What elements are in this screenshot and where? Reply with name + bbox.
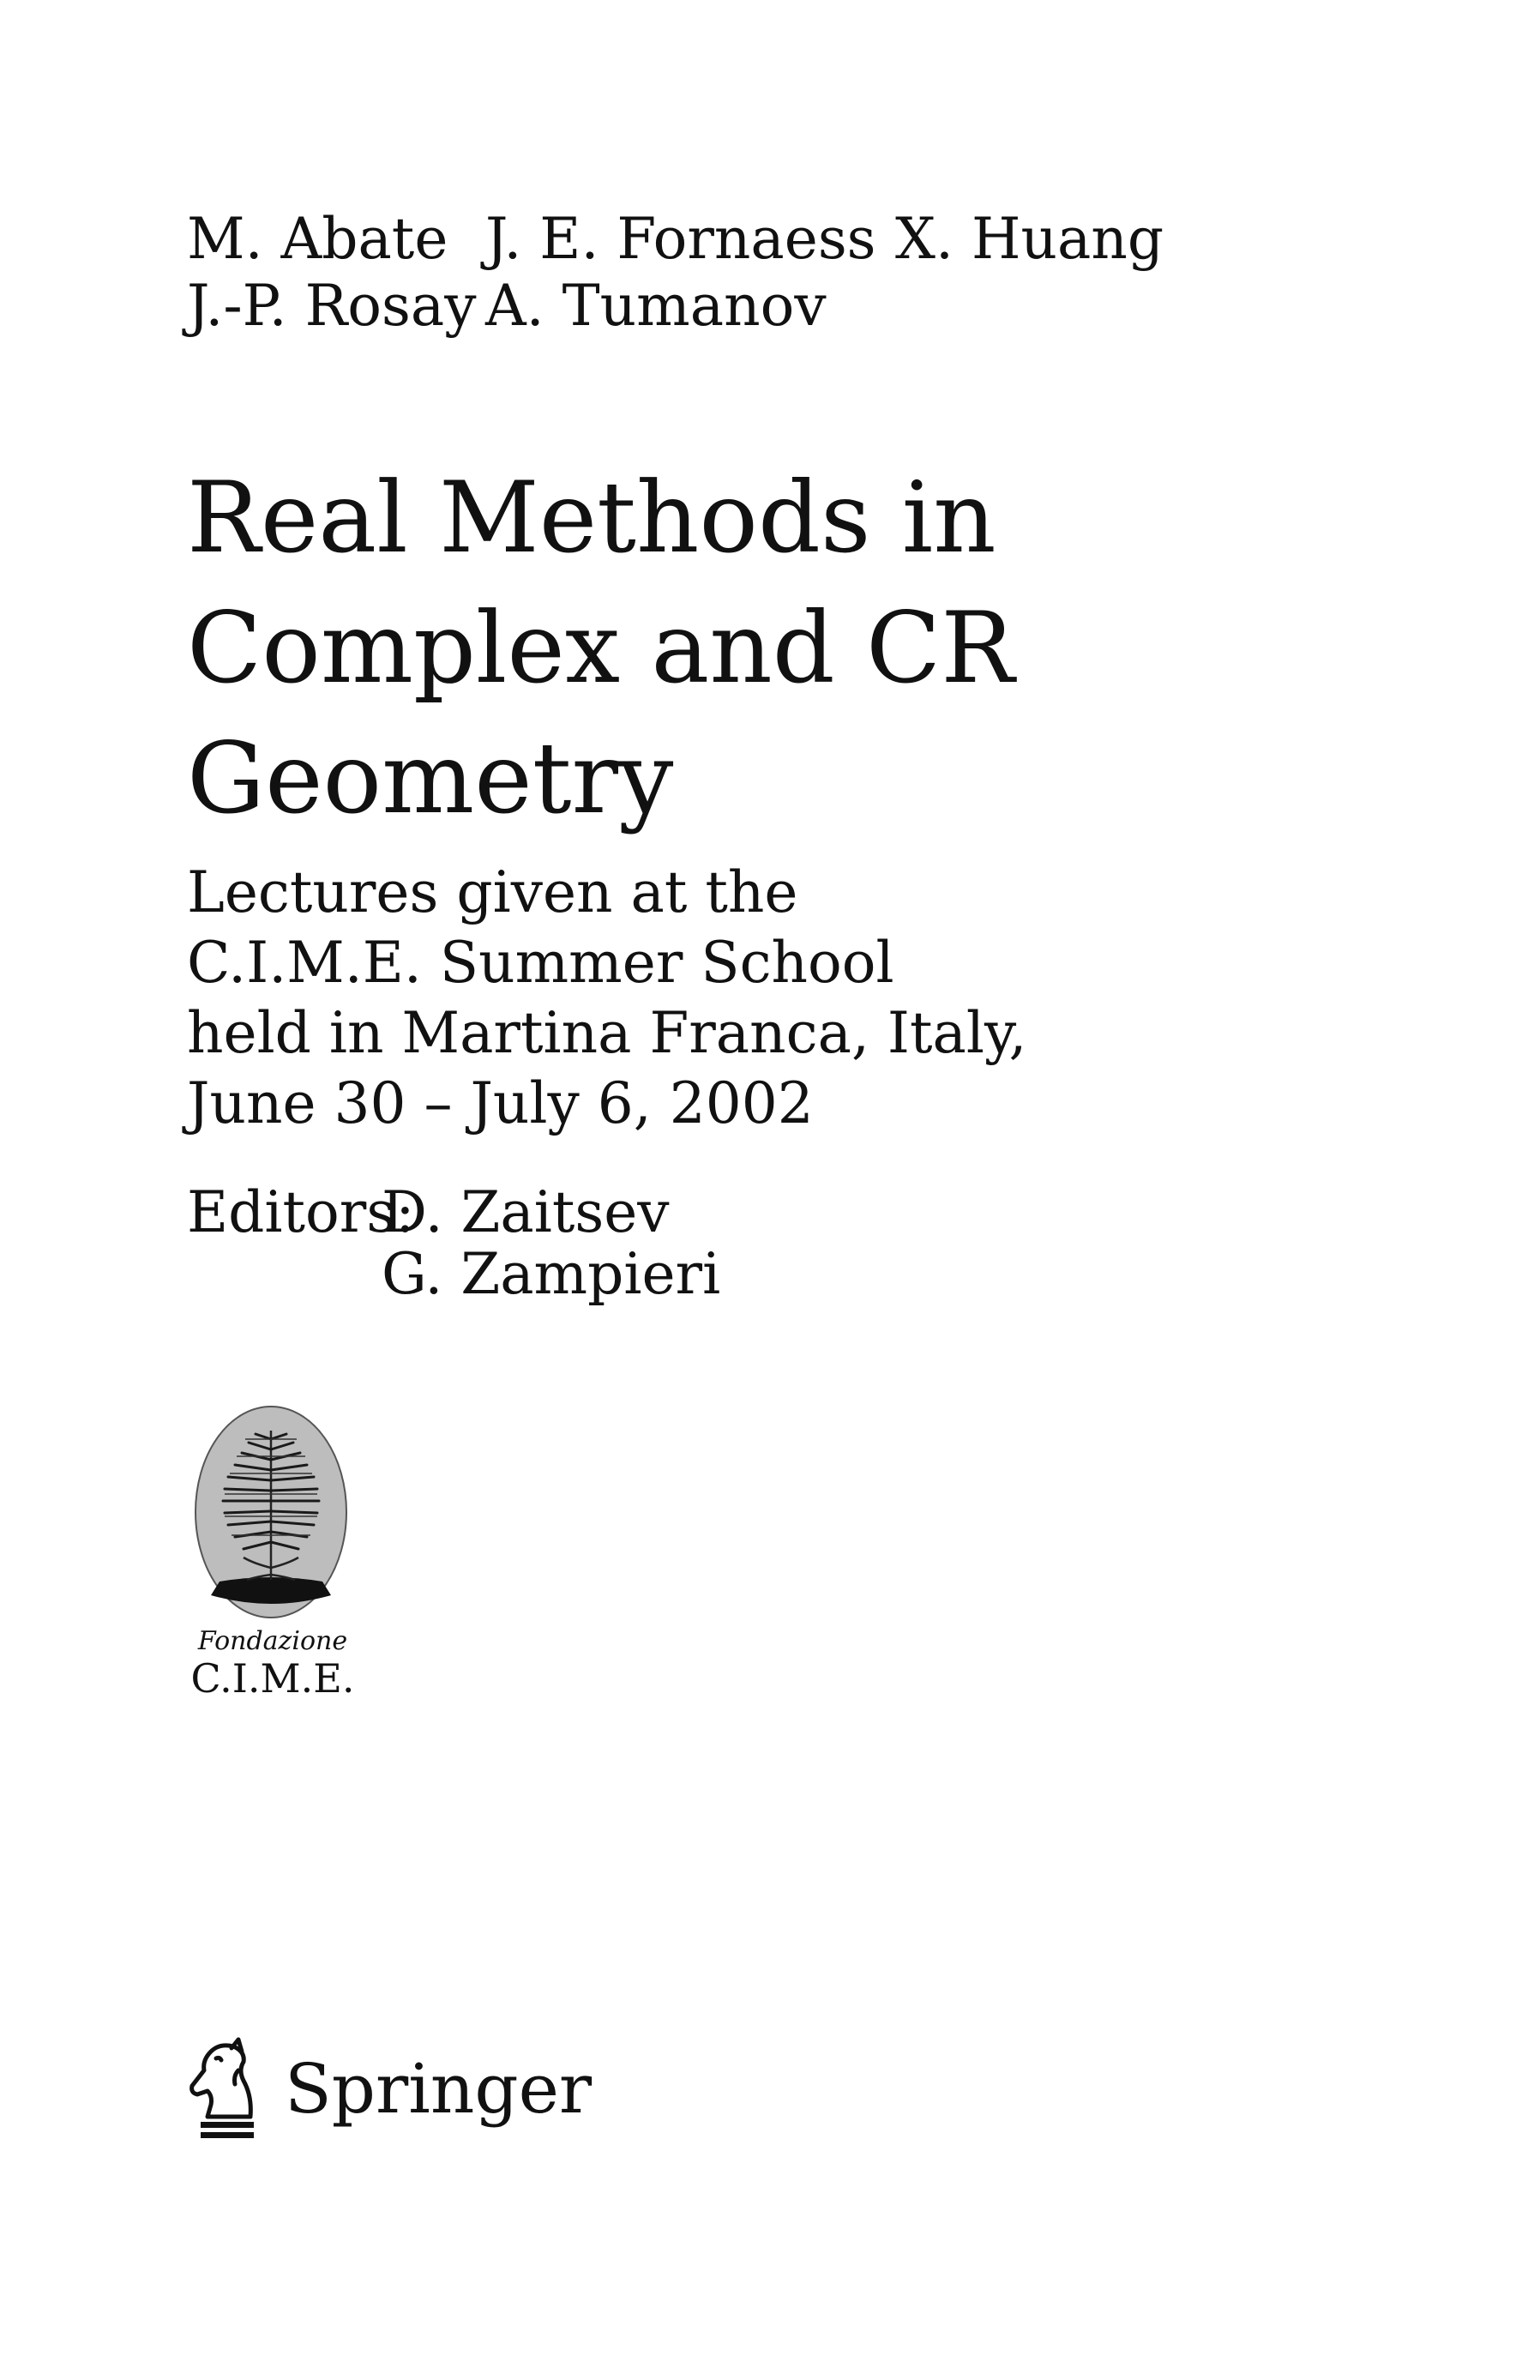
title-line: Complex and CR [187,591,1015,705]
editor-name: G. Zampieri [382,1241,721,1307]
subtitle-line: C.I.M.E. Summer School [187,930,894,996]
author-name: J.-P. Rosay [187,273,477,339]
author-name: M. Abate [187,206,448,272]
book-title [187,453,1014,844]
author-name: A. Tumanov [485,273,827,339]
publisher-logo [182,2033,592,2144]
editor-name: D. Zaitsev [382,1179,670,1245]
subtitle-line: Lectures given at the [187,859,798,925]
editors-label: Editors: [187,1179,415,1245]
author-name: J. E. Fornaess [485,206,876,272]
cime-tree-logo-icon [194,1405,348,1619]
book-subtitle [187,858,1026,1139]
authors-block [187,206,1164,340]
authors-row-1 [187,206,1164,273]
cime-label: C.I.M.E. [190,1655,355,1702]
authors-row-2 [187,273,1164,340]
title-line: Real Methods in [187,461,996,575]
subtitle-line: held in Martina Franca, Italy, [187,1000,1027,1066]
publisher-name: Springer [285,2048,593,2129]
springer-horse-icon [182,2036,266,2141]
editors-block [187,1179,721,1307]
author-name: X. Huang [895,206,1164,272]
title-line: Geometry [187,721,674,835]
fondazione-label: Fondazione [197,1626,348,1656]
subtitle-line: June 30 – July 6, 2002 [187,1070,814,1136]
